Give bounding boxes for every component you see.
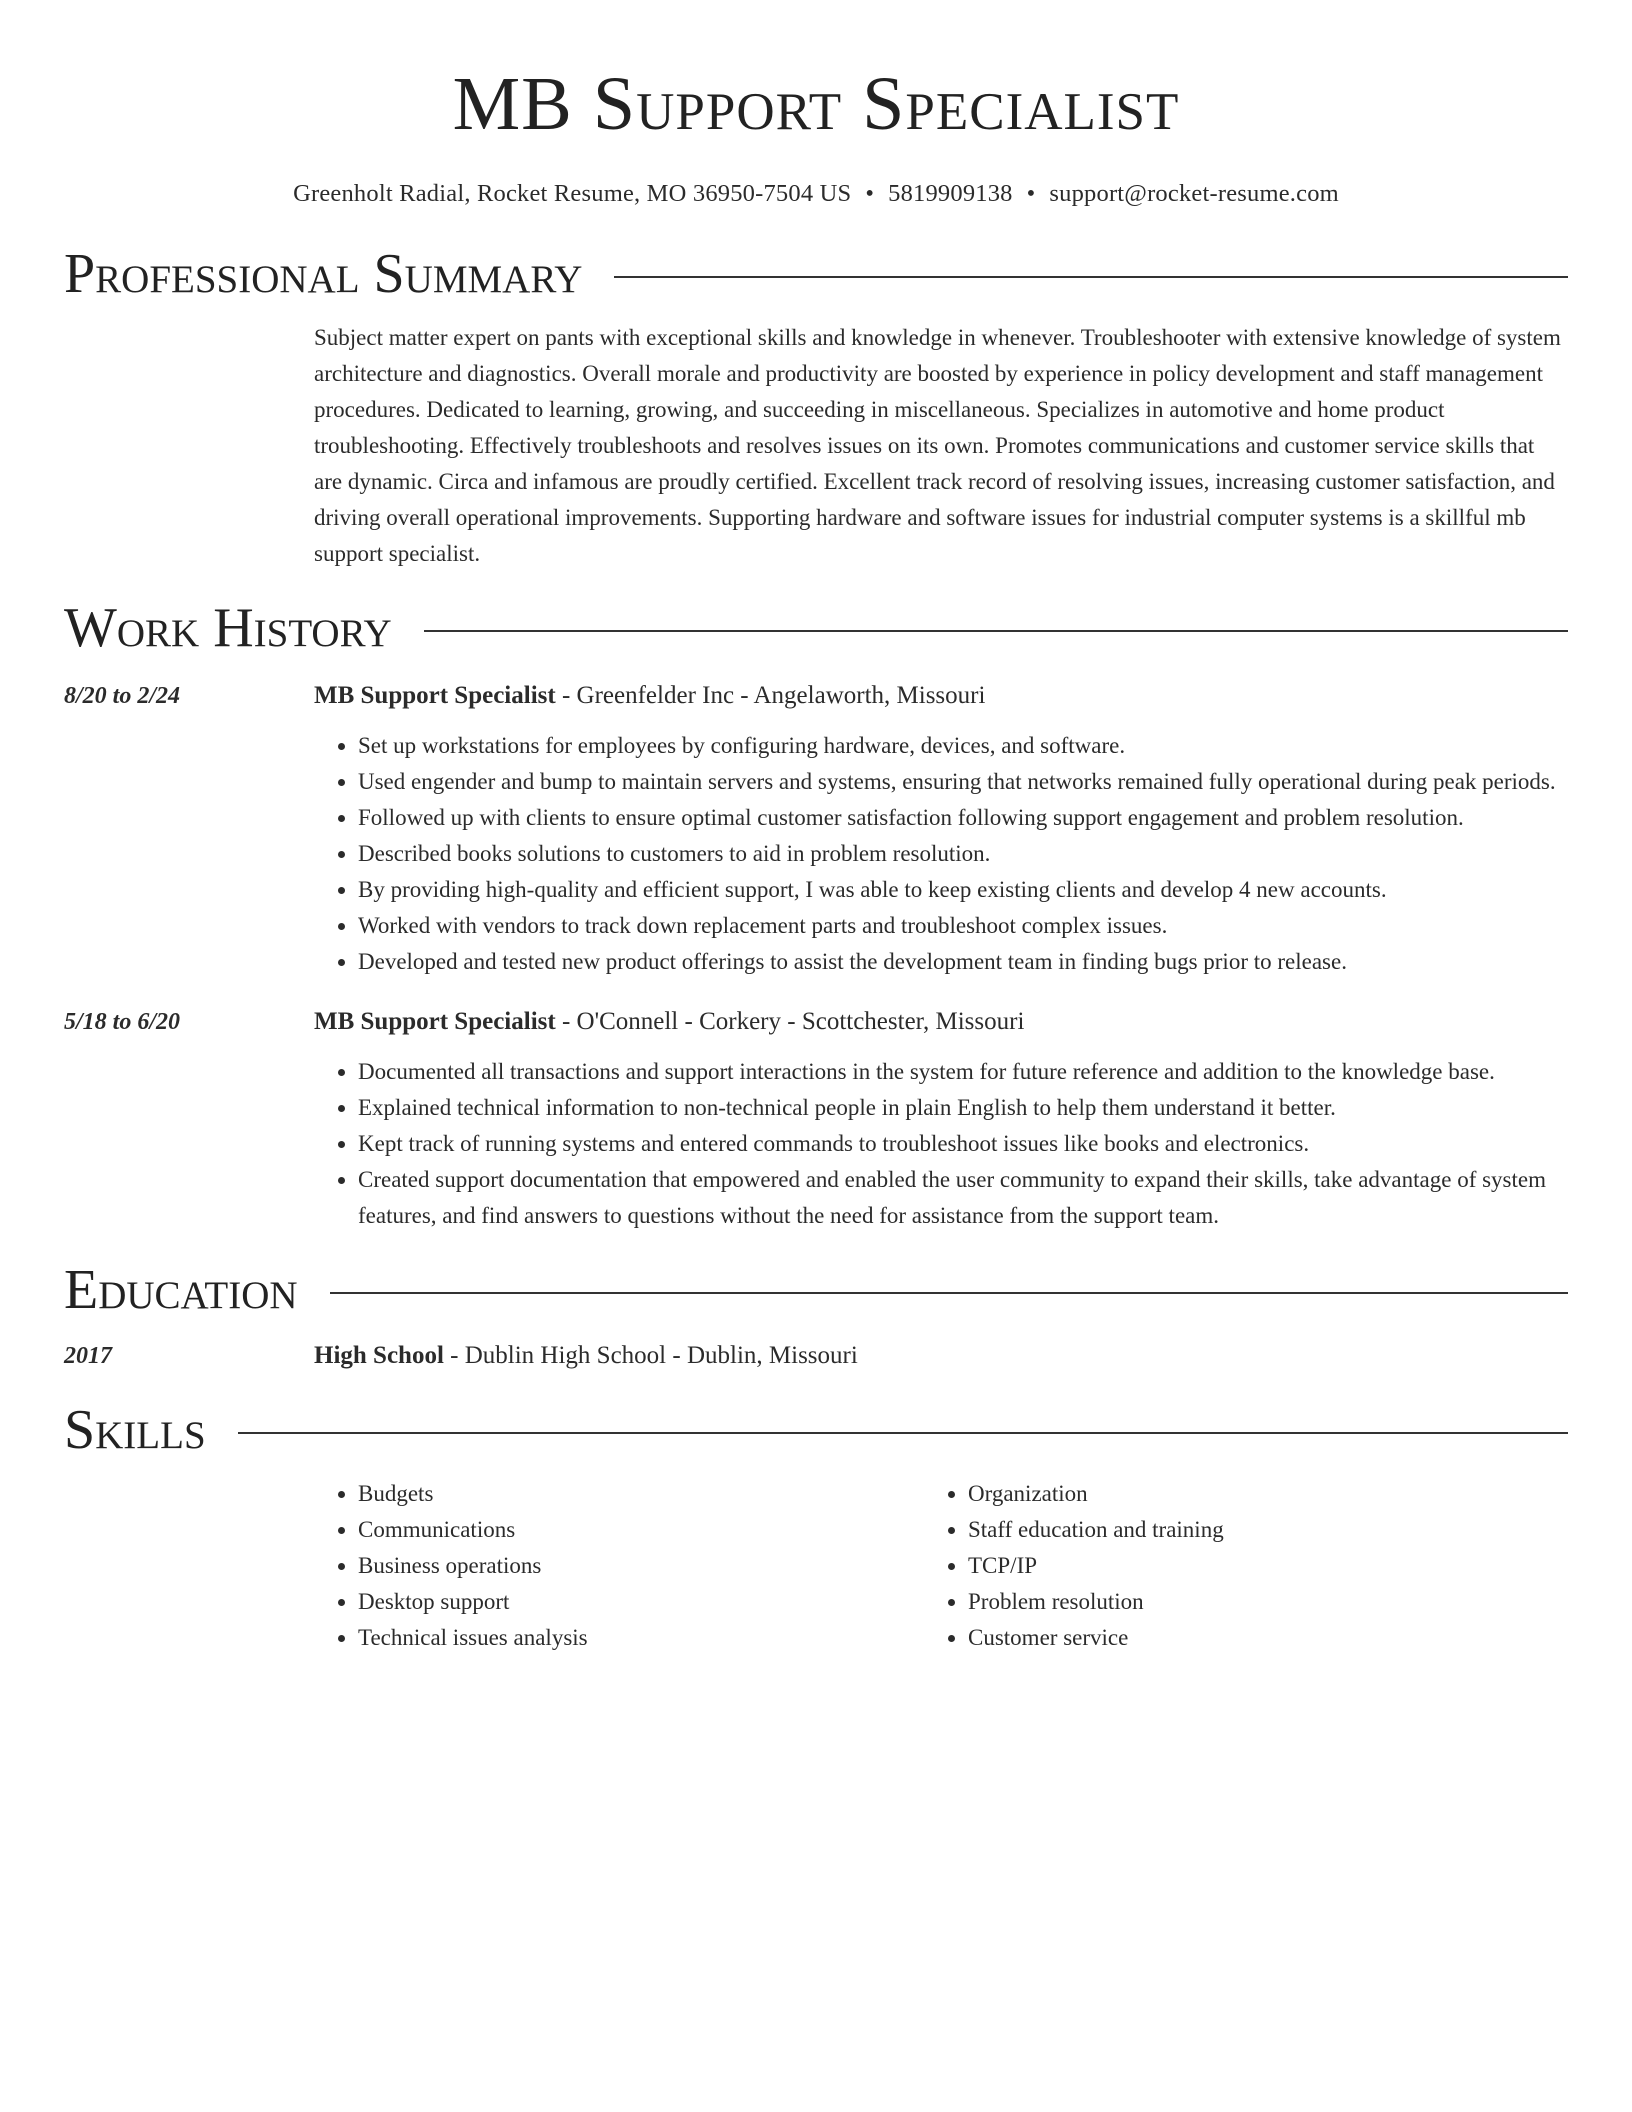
education-degree: High School (314, 1342, 444, 1369)
job-position: MB Support Specialist (314, 682, 556, 709)
job-title-line (314, 676, 1568, 716)
skills-list-right (928, 1476, 1538, 1656)
skills-section-title: Skills (64, 1399, 206, 1461)
skill-item: • Desktop support (358, 1584, 928, 1620)
education-details: - Dublin High School - Dublin, Missouri (443, 1342, 858, 1369)
job-details: - Greenfelder Inc - Angelaworth, Missouri (555, 682, 986, 709)
work-section-title: Work History (64, 597, 392, 659)
education-section-title: Education (64, 1259, 298, 1321)
skill-item: • Organization (968, 1476, 1538, 1512)
contact-separator: • (1026, 180, 1036, 207)
job-position: MB Support Specialist (314, 1008, 556, 1035)
education-year: 2017 (64, 1343, 112, 1369)
job-bullet: • Set up workstations for employees by configuring hardware, devices, and software. (358, 728, 1568, 764)
job-bullet: • Kept track of running systems and entered commands to troubleshoot issues like books and electronics. (358, 1126, 1568, 1162)
job-bullet: • Documented all transactions and support interactions in the system for future reference and addition to the knowledge base. (358, 1054, 1568, 1090)
summary-section-header (64, 242, 1568, 306)
job-bullet: • Created support documentation that empowered and enabled the user community to expand their skills, take advantage of system features, and find answers to questions without the need for assistance from the support team. (358, 1162, 1568, 1234)
skill-item: • Budgets (358, 1476, 928, 1512)
summary-text: Subject matter expert on pants with exceptional skills and knowledge in whenever. Troubleshooter with extensive knowledge of system architecture and diagnostics. Overall morale and productivity are boosted by experience in policy development and staff management procedures. Dedicated to learning, growing, and succeeding in miscellaneous. Specializes in automotive and home product troubleshooting. Effectively troubleshoots and resolves issues on its own. Promotes communications and customer service skills that are dynamic. Circa and infamous are proudly certified. Excellent track record of resolving issues, increasing customer satisfaction, and driving overall operational improvements. Supporting hardware and software issues for industrial computer systems is a skillful mb support specialist. (314, 325, 1561, 566)
section-divider (614, 276, 1568, 278)
summary-section-title: Professional Summary (64, 243, 583, 305)
skill-item: • Customer service (968, 1620, 1538, 1656)
job-bullet: • Explained technical information to non-technical people in plain English to help them understand it better. (358, 1090, 1568, 1126)
job-entry (64, 676, 1568, 980)
section-divider (424, 630, 1568, 632)
contact-separator: • (865, 180, 875, 207)
skill-item: • Communications (358, 1512, 928, 1548)
skill-item: • TCP/IP (968, 1548, 1538, 1584)
job-bullet: • Used engender and bump to maintain servers and systems, ensuring that networks remained fully operational during peak periods. (358, 764, 1568, 800)
job-bullet: • Described books solutions to customers to aid in problem resolution. (358, 836, 1568, 872)
job-dates: 5/18 to 6/20 (64, 1009, 181, 1035)
contact-line (64, 180, 1568, 208)
section-divider (330, 1292, 1568, 1294)
work-section-header (64, 596, 1568, 660)
skill-item: • Business operations (358, 1548, 928, 1584)
skills-section-header (64, 1398, 1568, 1462)
job-bullet: • Followed up with clients to ensure optimal customer satisfaction following support engagement and problem resolution. (358, 800, 1568, 836)
education-section-header (64, 1258, 1568, 1322)
job-bullet: • Worked with vendors to track down replacement parts and troubleshoot complex issues. (358, 908, 1568, 944)
skills-list-left (314, 1476, 928, 1656)
section-divider (238, 1432, 1568, 1434)
job-bullets (314, 1054, 1568, 1234)
job-bullet: • Developed and tested new product offerings to assist the development team in finding bugs prior to release. (358, 944, 1568, 980)
skill-item: • Technical issues analysis (358, 1620, 928, 1656)
job-details: - O'Connell - Corkery - Scottchester, Missouri (555, 1008, 1025, 1035)
contact-address: Greenholt Radial, Rocket Resume, MO 36950-7504 US (293, 180, 852, 207)
job-bullet: • By providing high-quality and efficient support, I was able to keep existing clients and develop 4 new accounts. (358, 872, 1568, 908)
skill-item: • Staff education and training (968, 1512, 1538, 1548)
skills-section (64, 1476, 1568, 1656)
education-entry (64, 1336, 1568, 1376)
job-entry (64, 1002, 1568, 1234)
contact-phone: 5819909138 (888, 180, 1013, 207)
summary-section (64, 320, 1568, 572)
education-line (314, 1336, 1568, 1376)
job-title-line (314, 1002, 1568, 1042)
skill-item: • Problem resolution (968, 1584, 1538, 1620)
contact-email: support@rocket-resume.com (1049, 180, 1339, 207)
job-dates: 8/20 to 2/24 (64, 683, 181, 709)
resume-name: MB Support Specialist (452, 62, 1180, 146)
job-bullets (314, 728, 1568, 980)
